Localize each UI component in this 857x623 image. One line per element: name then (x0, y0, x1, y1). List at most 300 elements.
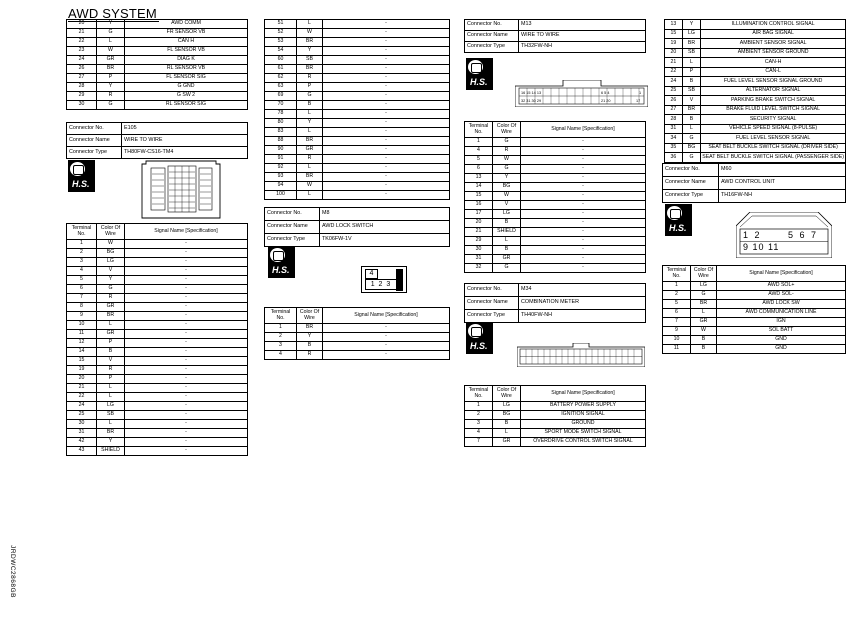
m60-pins-bottom: 9 10 11 (743, 242, 780, 252)
terminal-no: 28 (665, 115, 683, 125)
connector-info-row (465, 20, 646, 31)
table-row (465, 402, 646, 411)
signal-name: ALTERNATOR SIGNAL (701, 86, 846, 96)
pin-table-header-row (265, 308, 450, 324)
wire-color: P (97, 74, 125, 83)
column-header: Color Of Wire (297, 308, 323, 324)
terminal-no: 32 (465, 264, 493, 273)
terminal-no: 25 (665, 86, 683, 96)
table-row (465, 411, 646, 420)
wire-color: P (682, 67, 701, 77)
table-row (465, 174, 646, 183)
pin-table-e105-head (67, 224, 248, 240)
table-row (67, 240, 248, 249)
terminal-no: 3 (465, 420, 493, 429)
wire-color: B (691, 345, 717, 354)
table-row (67, 47, 248, 56)
signal-name: - (521, 192, 646, 201)
table-row (67, 420, 248, 429)
wire-color: V (682, 96, 701, 106)
info-value: COMBINATION METER (519, 297, 646, 310)
signal-name: - (125, 357, 248, 366)
info-label: Connector Name (67, 135, 122, 147)
table-row (665, 39, 846, 49)
column-header: Signal Name [Specification] (323, 308, 450, 324)
table-row (265, 101, 450, 110)
wire-color: G (493, 138, 521, 147)
wire-color: B (297, 101, 323, 110)
wire-color: BR (682, 39, 701, 49)
wire-color: BR (297, 65, 323, 74)
table-row (67, 366, 248, 375)
terminal-no: 30 (465, 246, 493, 255)
connector-info-e105 (66, 122, 248, 159)
table-row (67, 65, 248, 74)
wire-color: G (97, 285, 125, 294)
wire-color: Y (297, 119, 323, 128)
wire-color: BR (297, 173, 323, 182)
wire-color: W (297, 182, 323, 191)
terminal-no: 14 (67, 348, 97, 357)
pin-table-1-body (67, 20, 248, 110)
harness-side-icon-m8: H.S. (268, 246, 295, 278)
table-row (663, 291, 846, 300)
wire-color: G (297, 92, 323, 101)
table-row (265, 182, 450, 191)
table-row (465, 201, 646, 210)
table-row (67, 411, 248, 420)
signal-name: CAN-H (701, 58, 846, 68)
terminal-no: 1 (465, 138, 493, 147)
table-row (665, 143, 846, 153)
signal-name: - (125, 429, 248, 438)
wire-color: LG (97, 258, 125, 267)
signal-name: AWD SOL- (717, 291, 846, 300)
info-label: Connector Name (663, 177, 719, 190)
signal-name: G SW 2 (125, 92, 248, 101)
terminal-no: 9 (67, 312, 97, 321)
signal-name: - (125, 420, 248, 429)
wire-color: G (691, 291, 717, 300)
wire-color: R (97, 294, 125, 303)
pin-table-m34-body (465, 402, 646, 447)
terminal-no: 27 (67, 74, 97, 83)
signal-name: - (323, 65, 450, 74)
signal-name: - (323, 110, 450, 119)
table-row (265, 47, 450, 56)
terminal-no: 4 (67, 267, 97, 276)
signal-name: - (323, 83, 450, 92)
connector-info-e105-body (67, 123, 248, 159)
info-value: TH40FW-NH (519, 310, 646, 323)
signal-name: DIAG K (125, 56, 248, 65)
signal-name: - (323, 38, 450, 47)
wire-color: W (493, 192, 521, 201)
signal-name: - (125, 294, 248, 303)
wire-color: V (493, 201, 521, 210)
terminal-no: 54 (265, 47, 297, 56)
table-row (665, 20, 846, 30)
signal-name: AWD COMMUNICATION LINE (717, 309, 846, 318)
signal-name: GND (717, 345, 846, 354)
wire-color: G (493, 165, 521, 174)
terminal-no: 22 (67, 38, 97, 47)
m8-pins-bottom: 1 2 3 (365, 279, 397, 290)
signal-name: FL SENSOR SIG (125, 74, 248, 83)
wire-color: SB (297, 56, 323, 65)
table-row (265, 20, 450, 29)
table-row (665, 29, 846, 39)
connector-info-row (465, 31, 646, 42)
column-header: Signal Name [Specification] (125, 224, 248, 240)
signal-name: - (323, 47, 450, 56)
wire-color: LG (493, 402, 521, 411)
wire-color: Y (682, 20, 701, 30)
signal-name: IGN (717, 318, 846, 327)
wire-color: G (682, 134, 701, 144)
table-row (465, 438, 646, 447)
signal-name: - (521, 147, 646, 156)
connector-info-row (265, 234, 450, 247)
table-row (665, 48, 846, 58)
wire-color: L (682, 124, 701, 134)
info-value: M60 (719, 164, 846, 177)
signal-name: - (521, 174, 646, 183)
wire-color: P (297, 83, 323, 92)
connector-info-row (663, 190, 846, 203)
info-value: WIRE TO WIRE (519, 31, 646, 42)
terminal-no: 34 (665, 134, 683, 144)
signal-name: CAN-L (701, 67, 846, 77)
wire-color: LG (97, 402, 125, 411)
figure-id: JRDWC2868GB (8, 545, 16, 598)
terminal-no: 4 (465, 429, 493, 438)
terminal-no: 2 (265, 333, 297, 342)
table-row (663, 309, 846, 318)
table-row (665, 67, 846, 77)
signal-name: - (323, 173, 450, 182)
pin-table-m34-head (465, 386, 646, 402)
wire-color: GR (97, 330, 125, 339)
info-value: AWD CONTROL UNIT (719, 177, 846, 190)
wire-color: G (682, 153, 701, 163)
wire-color: B (493, 219, 521, 228)
table-row (67, 20, 248, 29)
column-header: Color Of Wire (493, 122, 521, 138)
info-value: TH16FW-NH (719, 190, 846, 203)
wire-color: SHIELD (97, 447, 125, 456)
table-row (465, 219, 646, 228)
wire-color: Y (97, 438, 125, 447)
table-row (67, 402, 248, 411)
terminal-no: 24 (665, 77, 683, 87)
column-header: Signal Name [Specification] (521, 386, 646, 402)
table-row (665, 96, 846, 106)
signal-name: - (323, 20, 450, 29)
terminal-no: 52 (265, 29, 297, 38)
terminal-no: 1 (465, 402, 493, 411)
wire-color: L (682, 58, 701, 68)
signal-name: FR SENSOR VB (125, 29, 248, 38)
signal-name: IGNITION SIGNAL (521, 411, 646, 420)
table-row (265, 164, 450, 173)
signal-name: - (323, 351, 450, 360)
table-row (465, 156, 646, 165)
table-row (465, 264, 646, 273)
wire-color: SB (97, 411, 125, 420)
info-label: Connector No. (465, 284, 519, 297)
table-row (665, 86, 846, 96)
table-row (67, 447, 248, 456)
wire-color: R (297, 351, 323, 360)
wire-color: BR (97, 429, 125, 438)
wire-color: BR (297, 137, 323, 146)
wire-color: L (691, 309, 717, 318)
terminal-no: 29 (67, 92, 97, 101)
table-row (265, 351, 450, 360)
harness-side-icon-m60: H.S. (665, 204, 692, 236)
terminal-no: 5 (465, 156, 493, 165)
connector-info-row (67, 147, 248, 159)
terminal-no: 42 (67, 438, 97, 447)
signal-name: - (125, 348, 248, 357)
wire-color: L (297, 110, 323, 119)
terminal-no: 31 (465, 255, 493, 264)
pin-table-m60 (662, 265, 846, 354)
table-row (265, 155, 450, 164)
terminal-no: 22 (67, 393, 97, 402)
wire-color: BR (691, 300, 717, 309)
signal-name: - (323, 119, 450, 128)
table-row (265, 146, 450, 155)
table-row (663, 345, 846, 354)
pin-table-m8-body (265, 324, 450, 360)
terminal-no: 51 (265, 20, 297, 29)
connector-info-row (465, 284, 646, 297)
signal-name: - (125, 393, 248, 402)
m60-pins-top-right: 5 6 7 (788, 230, 819, 240)
signal-name: ILLUMINATION CONTROL SIGNAL (701, 20, 846, 30)
signal-name: AIR BAG SIGNAL (701, 29, 846, 39)
connector-info-m34 (464, 283, 646, 323)
wire-color: R (97, 92, 125, 101)
terminal-no: 19 (67, 366, 97, 375)
terminal-no: 31 (67, 429, 97, 438)
pin-table-header-row (465, 122, 646, 138)
table-row (663, 327, 846, 336)
info-value: M13 (519, 20, 646, 31)
wire-color: GR (297, 146, 323, 155)
wire-color: P (97, 375, 125, 384)
signal-name: RL SENSOR SIG (125, 101, 248, 110)
signal-name: - (125, 438, 248, 447)
table-row (665, 115, 846, 125)
signal-name: RL SENSOR VB (125, 65, 248, 74)
table-row (265, 137, 450, 146)
table-row (265, 128, 450, 137)
svg-text:1: 1 (639, 91, 642, 95)
terminal-no: 23 (67, 47, 97, 56)
connector-info-m13-body (465, 20, 646, 53)
signal-name: - (125, 384, 248, 393)
terminal-no: 2 (67, 249, 97, 258)
wire-color: BG (493, 183, 521, 192)
signal-name: GND (717, 336, 846, 345)
pin-table-m13-body (465, 138, 646, 273)
terminal-no: 78 (265, 110, 297, 119)
pin-table-m60-body (663, 282, 846, 354)
terminal-no: 13 (465, 174, 493, 183)
info-label: Connector Name (265, 221, 320, 234)
table-row (265, 191, 450, 200)
pin-table-m60-head (663, 266, 846, 282)
column-header: Color Of Wire (691, 266, 717, 282)
info-label: Connector Type (663, 190, 719, 203)
info-label: Connector Type (265, 234, 320, 247)
info-value: WIRE TO WIRE (122, 135, 248, 147)
table-row (665, 77, 846, 87)
signal-name: - (521, 237, 646, 246)
wire-color: W (297, 29, 323, 38)
terminal-no: 20 (465, 219, 493, 228)
terminal-no: 1 (265, 324, 297, 333)
signal-name: VEHICLE SPEED SIGNAL (8-PULSE) (701, 124, 846, 134)
svg-text:6 5 4: 6 5 4 (601, 91, 610, 95)
column-header: Terminal No. (465, 386, 493, 402)
signal-name: - (521, 183, 646, 192)
terminal-no: 12 (67, 339, 97, 348)
table-row (265, 119, 450, 128)
terminal-no: 11 (663, 345, 691, 354)
signal-name: FUEL LEVEL SENSOR SIGNAL (701, 134, 846, 144)
connector-info-m13 (464, 19, 646, 53)
terminal-no: 19 (665, 39, 683, 49)
signal-name: - (521, 246, 646, 255)
table-row (265, 324, 450, 333)
table-row (465, 420, 646, 429)
info-value: E105 (122, 123, 248, 135)
table-row (665, 105, 846, 115)
table-row (265, 38, 450, 47)
wire-color: BG (97, 249, 125, 258)
table-row (465, 183, 646, 192)
terminal-no: 29 (465, 237, 493, 246)
signal-name: AMBIENT SENSOR GROUND (701, 48, 846, 58)
signal-name: SECURITY SIGNAL (701, 115, 846, 125)
terminal-no: 15 (665, 29, 683, 39)
terminal-no: 4 (265, 351, 297, 360)
terminal-no: 100 (265, 191, 297, 200)
signal-name: AWD LOCK SW (717, 300, 846, 309)
signal-name: - (323, 164, 450, 173)
info-label: Connector Name (465, 297, 519, 310)
wire-color: B (682, 115, 701, 125)
table-row (67, 357, 248, 366)
signal-name: - (521, 165, 646, 174)
pin-table-m8 (264, 307, 450, 360)
terminal-no: 90 (265, 146, 297, 155)
table-row (67, 258, 248, 267)
table-row (265, 173, 450, 182)
signal-name: AWD COMM (125, 20, 248, 29)
wire-color: L (297, 164, 323, 173)
signal-name: - (125, 267, 248, 276)
info-label: Connector No. (663, 164, 719, 177)
signal-name: - (323, 155, 450, 164)
terminal-no: 8 (67, 303, 97, 312)
terminal-no: 93 (265, 173, 297, 182)
table-row (67, 92, 248, 101)
pin-table-3-body (665, 20, 846, 163)
terminal-no: 62 (265, 74, 297, 83)
table-row (265, 83, 450, 92)
column-header: Signal Name [Specification] (717, 266, 846, 282)
table-row (67, 38, 248, 47)
signal-name: - (323, 342, 450, 351)
wire-color: B (297, 342, 323, 351)
signal-name: - (323, 128, 450, 137)
signal-name: BATTERY POWER SUPPLY (521, 402, 646, 411)
terminal-no: 94 (265, 182, 297, 191)
signal-name: - (521, 201, 646, 210)
wire-color: SB (682, 48, 701, 58)
wire-color: W (97, 240, 125, 249)
terminal-no: 69 (265, 92, 297, 101)
table-row (265, 65, 450, 74)
info-label: Connector No. (265, 208, 320, 221)
signal-name: - (521, 138, 646, 147)
signal-name: - (125, 402, 248, 411)
terminal-no: 20 (67, 20, 97, 29)
wire-color: B (493, 420, 521, 429)
table-row (665, 58, 846, 68)
terminal-no: 20 (665, 48, 683, 58)
info-value: TH32FW-NH (519, 42, 646, 53)
pin-table-header-row (67, 224, 248, 240)
wire-color: Y (297, 47, 323, 56)
terminal-no: 16 (465, 201, 493, 210)
signal-name: - (125, 411, 248, 420)
terminal-no: 35 (665, 143, 683, 153)
table-row (67, 438, 248, 447)
wire-color: SHIELD (493, 228, 521, 237)
wire-color: L (297, 128, 323, 137)
page-title: AWD SYSTEM (68, 6, 157, 21)
terminal-no: 63 (265, 83, 297, 92)
terminal-no: 27 (665, 105, 683, 115)
wire-color: BR (97, 312, 125, 321)
signal-name: - (521, 156, 646, 165)
terminal-no: 28 (67, 83, 97, 92)
terminal-no: 20 (67, 375, 97, 384)
signal-name: SPORT MODE SWITCH SIGNAL (521, 429, 646, 438)
table-row (67, 74, 248, 83)
table-row (67, 276, 248, 285)
signal-name: - (125, 330, 248, 339)
pin-table-3 (664, 19, 846, 163)
terminal-no: 31 (665, 124, 683, 134)
table-row (67, 56, 248, 65)
column-header: Color Of Wire (97, 224, 125, 240)
wire-color: Y (493, 174, 521, 183)
pin-table-e105 (66, 223, 248, 456)
connector-info-row (265, 208, 450, 221)
connector-info-row (465, 42, 646, 53)
terminal-no: 80 (265, 119, 297, 128)
signal-name: SOL BATT (717, 327, 846, 336)
terminal-no: 61 (265, 65, 297, 74)
wire-color: BG (493, 411, 521, 420)
